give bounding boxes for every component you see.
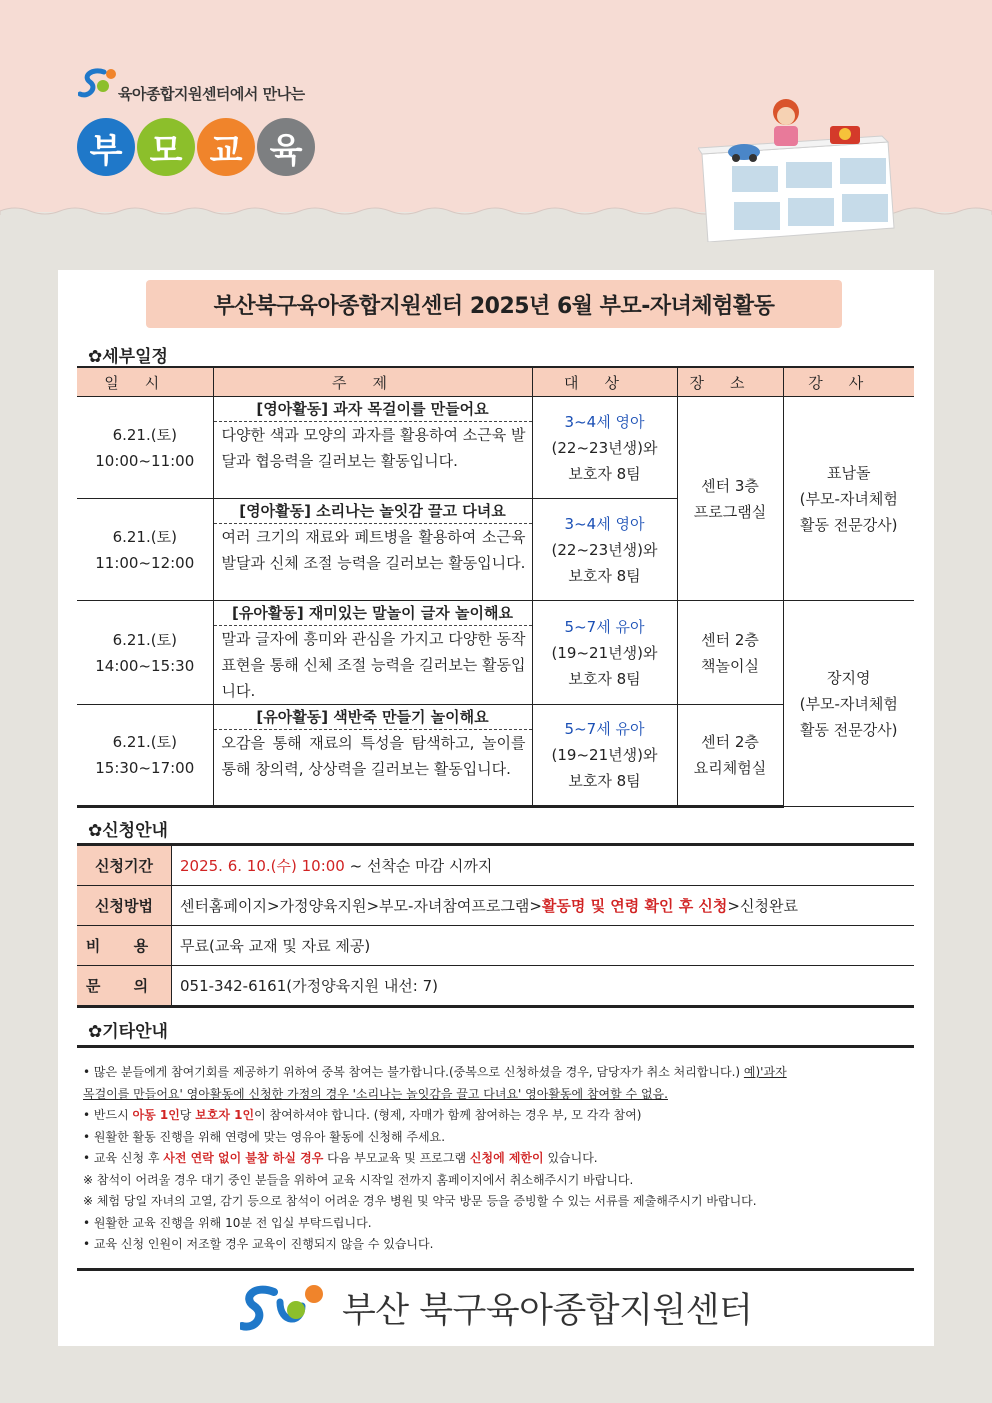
place-line: 프로그램실 bbox=[693, 502, 767, 521]
apply-row-contact bbox=[77, 966, 914, 1007]
session-date: 6.21.(토) bbox=[112, 630, 177, 649]
apply-label: 신청방법 bbox=[77, 886, 172, 926]
topic-description: 다양한 색과 모양의 과자를 활용하여 소근육 발달과 협응력을 길러보는 활동입니다. bbox=[221, 426, 526, 470]
apply-row-period bbox=[77, 845, 914, 886]
notice-line: • 원활한 교육 진행을 위해 10분 전 입실 부탁드립니다. bbox=[83, 1215, 372, 1230]
notice-text: • 교육 신청 후 bbox=[83, 1151, 164, 1165]
target-age: 3~4세 영아 bbox=[564, 412, 645, 431]
date-cell bbox=[77, 397, 213, 499]
apply-row-method bbox=[77, 886, 914, 926]
method-path: 센터홈페이지>가정양육지원>부모-자녀참여프로그램> bbox=[180, 897, 542, 915]
topic-description: 말과 글자에 흥미와 관심을 가지고 다양한 동작 표현을 통해 신체 조절 능력을 길러보는 활동입니다. bbox=[221, 630, 526, 700]
target-birth: (22~23년생)와 bbox=[551, 438, 658, 457]
notice-text: 당 bbox=[179, 1108, 196, 1122]
notice-text: • 반드시 bbox=[83, 1108, 133, 1122]
method-end: >신청완료 bbox=[727, 897, 798, 915]
topic-cell bbox=[213, 397, 532, 499]
topic-cell bbox=[213, 499, 532, 601]
session-time: 15:30~17:00 bbox=[95, 759, 195, 777]
apply-value: 051-342-6161(가정양육지원 내선: 7) bbox=[172, 966, 915, 1007]
notice-line: ※ 참석이 어려울 경우 대기 중인 분들을 위하여 교육 시작일 전까지 홈페이지에서 취소해주시기 바랍니다. bbox=[83, 1172, 634, 1187]
column-header: 장소 bbox=[677, 367, 783, 397]
apply-table bbox=[77, 843, 914, 1008]
apply-label: 비 용 bbox=[77, 926, 172, 966]
instructor-title: 활동 전문강사) bbox=[799, 515, 898, 534]
notice-highlight: 아동 1인 bbox=[132, 1108, 180, 1122]
notice-highlight: 신청에 제한이 bbox=[469, 1151, 544, 1165]
target-age: 5~7세 유아 bbox=[564, 720, 645, 738]
notice-line bbox=[83, 1105, 914, 1127]
session-time: 14:00~15:30 bbox=[95, 656, 195, 675]
place-cell bbox=[677, 397, 783, 601]
table-row bbox=[77, 397, 914, 499]
instructor-name: 표남돌 bbox=[827, 463, 871, 482]
session-date: 6.21.(토) bbox=[112, 733, 177, 751]
target-count: 보호자 8팀 bbox=[568, 464, 641, 483]
notice-text: 다음 부모교육 및 프로그램 bbox=[323, 1151, 470, 1165]
session-time: 10:00~11:00 bbox=[95, 451, 195, 470]
topic-title: [영아활동] 소리나는 놀잇감 끌고 다녀요 bbox=[214, 499, 532, 524]
topic-description: 오감을 통해 재료의 특성을 탐색하고, 놀이를 통해 창의력, 상상력을 길러보는 활동입니다. bbox=[221, 734, 526, 778]
instructor-cell bbox=[783, 397, 914, 601]
schedule-header-row bbox=[77, 367, 914, 397]
logo-bubble: 교 bbox=[197, 118, 255, 176]
table-row bbox=[77, 601, 914, 705]
column-header: 강사 bbox=[783, 367, 914, 397]
notice-text: • 많은 분들에게 참여기회를 제공하기 위하여 중복 참여는 불가합니다.(중복으로 신청하셨을 경우, 담당자가 취소 처리합니다.) bbox=[83, 1065, 744, 1079]
apply-value bbox=[172, 845, 915, 886]
target-cell bbox=[532, 499, 677, 601]
notice-line bbox=[83, 1148, 914, 1170]
place-line: 센터 3층 bbox=[701, 476, 759, 495]
topic-title: [유아활동] 재미있는 말놀이 글자 놀이해요 bbox=[214, 601, 532, 626]
session-time: 11:00~12:00 bbox=[95, 553, 195, 572]
place-line: 센터 2층 bbox=[701, 630, 759, 649]
logo-bubble: 육 bbox=[257, 118, 315, 176]
notice-text: 이 참여하셔야 합니다. (형제, 자매가 함께 참여하는 경우 부, 모 각각 참여) bbox=[254, 1108, 642, 1122]
notice-highlight: 사전 연락 없이 불참 하실 경우 bbox=[163, 1151, 324, 1165]
target-count: 보호자 8팀 bbox=[568, 566, 641, 585]
page-title: 부산북구육아종합지원센터 2025년 6월 부모-자녀체험활동 bbox=[146, 280, 842, 328]
notice-line: • 교육 신청 인원이 저조할 경우 교육이 진행되지 않을 수 있습니다. bbox=[83, 1237, 434, 1251]
period-rest: ~ 선착순 마감 시까지 bbox=[344, 857, 493, 875]
target-count: 보호자 8팀 bbox=[568, 772, 641, 790]
date-cell bbox=[77, 705, 213, 807]
apply-label: 문 의 bbox=[77, 966, 172, 1007]
topic-cell bbox=[213, 601, 532, 705]
target-cell bbox=[532, 397, 677, 499]
notice-line bbox=[83, 1062, 914, 1084]
apply-value bbox=[172, 886, 915, 926]
place-line: 센터 2층 bbox=[701, 733, 759, 751]
footer-center-name: 부산 북구육아종합지원센터 bbox=[342, 1291, 753, 1331]
footer-logo-icon bbox=[240, 1280, 330, 1336]
apply-label: 신청기간 bbox=[77, 845, 172, 886]
column-header: 대상 bbox=[532, 367, 677, 397]
period-date: 2025. 6. 10.(수) 10:00 bbox=[180, 857, 345, 875]
section-heading-misc: ✿기타안내 bbox=[88, 1022, 168, 1042]
notice-line: ※ 체험 당일 자녀의 고열, 감기 등으로 참석이 어려운 경우 병원 및 약국 방문 등을 증빙할 수 있는 서류를 제출해주시기 바랍니다. bbox=[83, 1194, 757, 1208]
section-heading-schedule: ✿세부일정 bbox=[88, 347, 168, 367]
schedule-table bbox=[77, 366, 914, 808]
section-heading-apply: ✿신청안내 bbox=[88, 821, 168, 841]
misc-notice-box bbox=[77, 1045, 914, 1271]
instructor-name: 장지영 bbox=[827, 668, 871, 687]
topic-cell bbox=[213, 705, 532, 807]
notice-text: 있습니다. bbox=[543, 1151, 598, 1165]
notice-paper bbox=[58, 270, 934, 1346]
target-birth: (19~21년생)와 bbox=[551, 746, 658, 764]
target-age: 5~7세 유아 bbox=[564, 617, 645, 636]
notice-highlight: 보호자 1인 bbox=[195, 1108, 255, 1122]
target-birth: (22~23년생)와 bbox=[551, 540, 658, 559]
column-header: 일시 bbox=[77, 367, 213, 397]
method-highlight: 활동명 및 연령 확인 후 신청 bbox=[541, 897, 728, 915]
notice-line: • 원활한 활동 진행을 위해 연령에 맞는 영유아 활동에 신청해 주세요. bbox=[83, 1129, 446, 1144]
session-date: 6.21.(토) bbox=[112, 527, 177, 546]
place-cell bbox=[677, 601, 783, 705]
place-cell bbox=[677, 705, 783, 807]
apply-value: 무료(교육 교재 및 자료 제공) bbox=[172, 926, 915, 966]
column-header: 주제 bbox=[213, 367, 532, 397]
target-cell bbox=[532, 705, 677, 807]
date-cell bbox=[77, 499, 213, 601]
place-line: 책놀이실 bbox=[701, 656, 759, 675]
topic-description: 여러 크기의 재료와 페트병을 활용하여 소근육 발달과 신체 조절 능력을 길러보는 활동입니다. bbox=[221, 528, 526, 572]
instructor-cell bbox=[783, 601, 914, 807]
parent-education-logo bbox=[77, 118, 315, 176]
date-cell bbox=[77, 601, 213, 705]
instructor-title: (부모-자녀체험 bbox=[799, 694, 898, 713]
center-logo-icon bbox=[78, 64, 118, 104]
instructor-title: 활동 전문강사) bbox=[799, 720, 898, 739]
target-age: 3~4세 영아 bbox=[564, 514, 645, 533]
notice-line: 목걸이를 만들어요' 영아활동에 신청한 가정의 경우 '소리나는 놀잇감을 끌고 다녀요' 영아활동에 참여할 수 없음. bbox=[83, 1086, 668, 1101]
logo-bubble: 부 bbox=[77, 118, 135, 176]
topic-title: [영아활동] 과자 목걸이를 만들어요 bbox=[214, 397, 532, 422]
footer-branding bbox=[240, 1280, 752, 1336]
apply-row-cost bbox=[77, 926, 914, 966]
target-birth: (19~21년생)와 bbox=[551, 643, 658, 662]
place-line: 요리체험실 bbox=[693, 759, 767, 777]
toy-shelf-illustration bbox=[698, 92, 898, 242]
logo-bubble: 모 bbox=[137, 118, 195, 176]
target-count: 보호자 8팀 bbox=[568, 669, 641, 688]
notice-example: 예)'과자 bbox=[743, 1065, 787, 1079]
session-date: 6.21.(토) bbox=[112, 425, 177, 444]
instructor-title: (부모-자녀체험 bbox=[799, 489, 898, 508]
topic-title: [유아활동] 색반죽 만들기 놀이해요 bbox=[214, 705, 532, 730]
header-tagline: 육아종합지원센터에서 만나는 bbox=[118, 85, 305, 103]
target-cell bbox=[532, 601, 677, 705]
